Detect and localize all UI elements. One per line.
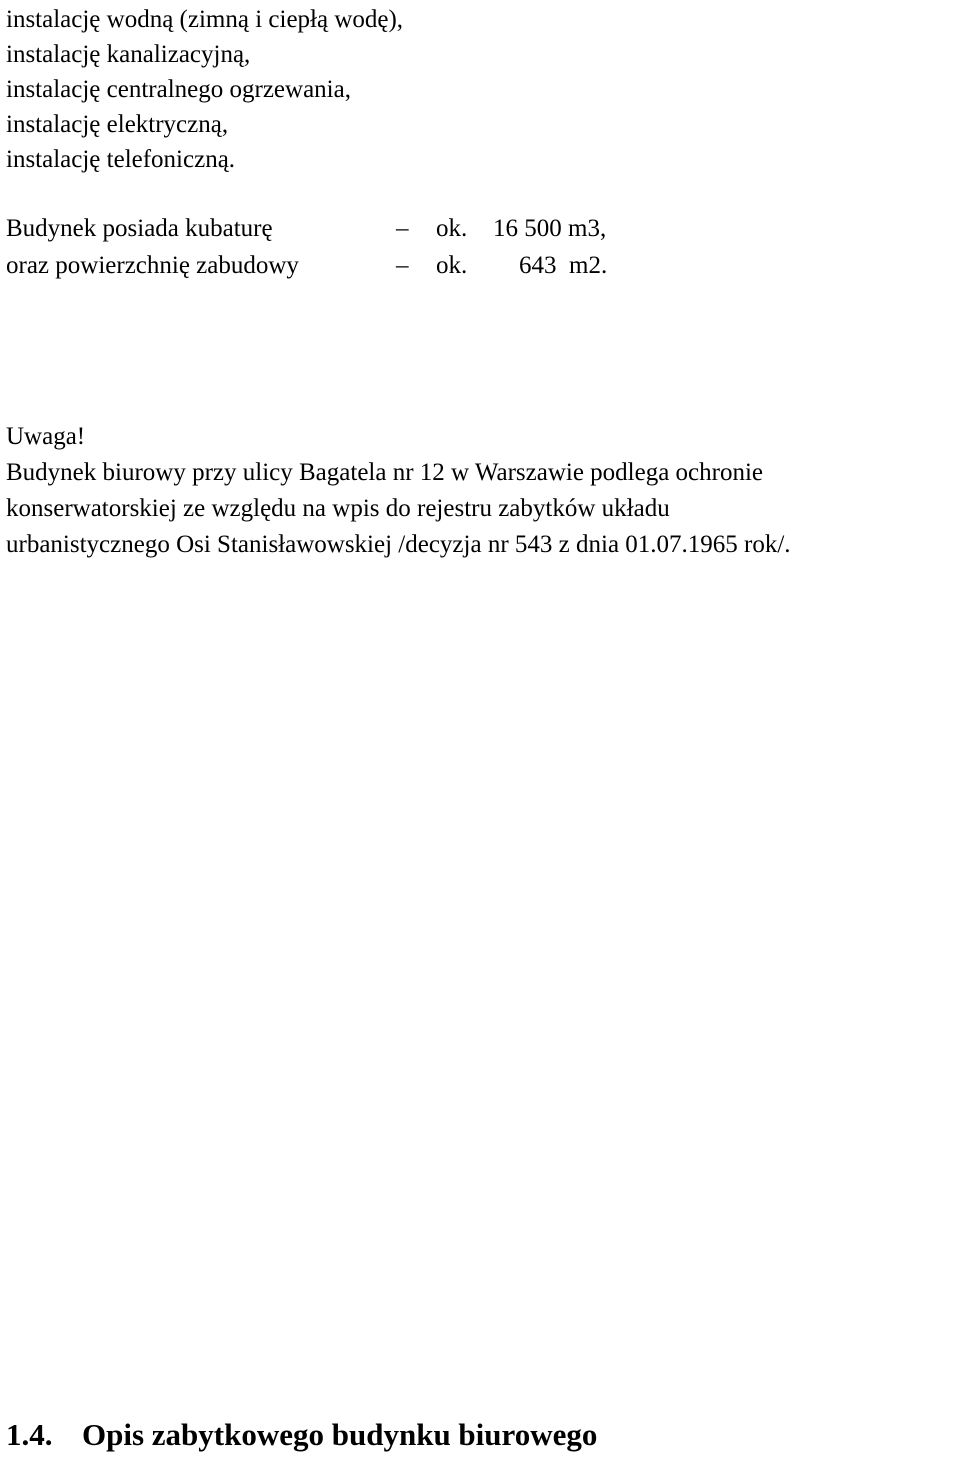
- section-heading: [6, 1413, 597, 1457]
- note-line: Budynek biurowy przy ulicy Bagatela nr 12 w Warszawie podlega ochronie: [6, 459, 764, 486]
- note-line: konserwatorskiej ze względu na wpis do rejestru zabytków układu: [6, 495, 670, 522]
- list-item: instalację wodną (zimną i ciepłą wodę),: [6, 6, 404, 33]
- stat-value: 643 m2.: [519, 252, 608, 279]
- section-title: Opis zabytkowego budynku biurowego: [82, 1417, 598, 1452]
- stat-value: 16 500 m3,: [493, 215, 607, 242]
- section-number: 1.4.: [6, 1417, 53, 1452]
- list-item: instalację telefoniczną.: [6, 146, 236, 173]
- stat-dash: –: [396, 252, 409, 279]
- stat-approx: ok.: [436, 252, 468, 279]
- heritage-note: [6, 419, 956, 563]
- stat-label: Budynek posiada kubaturę: [6, 215, 273, 242]
- stat-dash: –: [396, 215, 409, 242]
- installations-list: [6, 2, 403, 177]
- list-item: instalację kanalizacyjną,: [6, 41, 251, 68]
- list-item: instalację elektryczną,: [6, 111, 229, 138]
- note-line: urbanistycznego Osi Stanisławowskiej /decyzja nr 543 z dnia 01.07.1965 rok/.: [6, 531, 791, 558]
- stat-label: oraz powierzchnię zabudowy: [6, 252, 299, 279]
- stat-approx: ok.: [436, 215, 468, 242]
- note-title: Uwaga!: [6, 423, 86, 450]
- list-item: instalację centralnego ogrzewania,: [6, 76, 351, 103]
